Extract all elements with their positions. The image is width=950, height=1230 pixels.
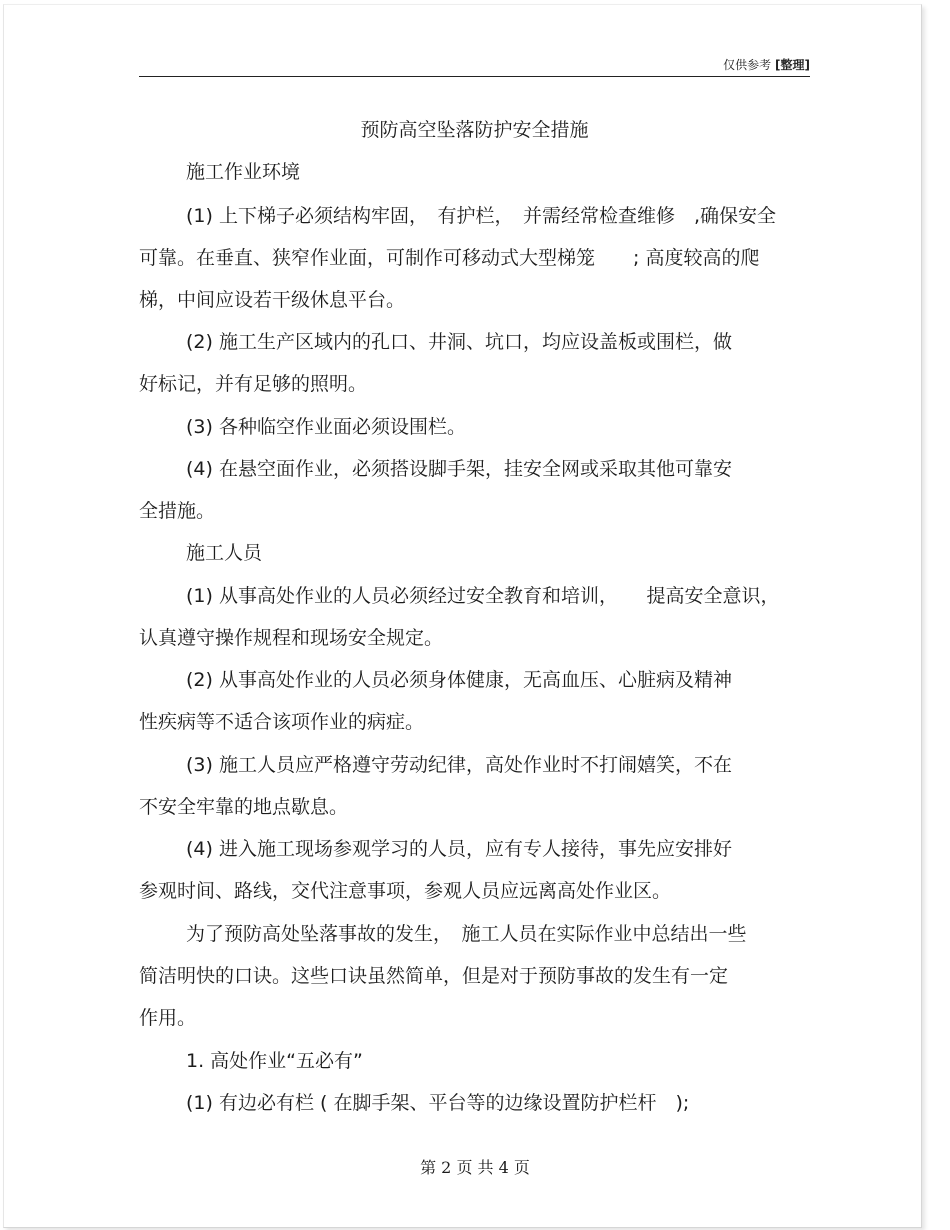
paragraph-line: 不安全牢靠的地点歇息。 — [139, 796, 349, 818]
paragraph-line: 全措施。 — [139, 500, 216, 522]
paragraph-line: 认真遵守操作规程和现场安全规定。 — [139, 627, 444, 649]
paragraph-line: (4) 在悬空面作业，必须搭设脚手架，挂安全网或采取其他可靠安 — [186, 458, 732, 480]
paragraph-line: 好标记，并有足够的照明。 — [139, 373, 368, 395]
paragraph-line: 可靠。在垂直、狭窄作业面，可制作可移动式大型梯笼 ; 高度较高的爬 — [139, 247, 760, 269]
document-title: 预防高空坠落防护安全措施 — [360, 119, 589, 141]
paragraph-line: (1) 有边必有栏 ( 在脚手架、平台等的边缘设置防护栏杆 ); — [186, 1092, 690, 1114]
paragraph-line: (4) 进入施工现场参观学习的人员，应有专人接待，事先应安排好 — [186, 838, 732, 860]
paragraph-line: 梯，中间应设若干级休息平台。 — [139, 289, 406, 311]
paragraph-line: (3) 施工人员应严格遵守劳动纪律，高处作业时不打闹嬉笑，不在 — [186, 754, 732, 776]
header-note — [723, 56, 810, 73]
section-heading-five-musts: 1. 高处作业“五必有” — [186, 1050, 363, 1072]
header-note-text: 仅供参考 — [723, 58, 772, 72]
paragraph-line: (2) 施工生产区域内的孔口、井洞、坑口，均应设盖板或围栏，做 — [186, 331, 732, 353]
header-rule — [139, 76, 810, 77]
paragraph-line: 为了预防高处坠落事故的发生， 施工人员在实际作业中总结出一些 — [186, 923, 747, 945]
paragraph-line: (1) 从事高处作业的人员必须经过安全教育和培训， 提高安全意识， — [186, 585, 780, 607]
paragraph-line: 性疾病等不适合该项作业的病症。 — [139, 711, 425, 733]
header-note-bracket: [整理] — [775, 58, 810, 72]
paragraph-line: (1) 上下梯子必须结构牢固， 有护栏， 并需经常检查维修 ,确保安全 — [186, 205, 776, 227]
page-number-footer: 第 2 页 共 4 页 — [420, 1158, 530, 1177]
paragraph-line: 作用。 — [139, 1007, 197, 1029]
section-heading-personnel: 施工人员 — [186, 542, 263, 564]
section-heading-environment: 施工作业环境 — [186, 161, 301, 183]
paragraph-line: (3) 各种临空作业面必须设围栏。 — [186, 416, 466, 438]
paragraph-line: (2) 从事高处作业的人员必须身体健康，无高血压、心脏病及精神 — [186, 669, 732, 691]
paragraph-line: 参观时间、路线，交代注意事项，参观人员应远离高处作业区。 — [139, 880, 672, 902]
paragraph-line: 简洁明快的口诀。这些口诀虽然简单，但是对于预防事故的发生有一定 — [139, 965, 729, 987]
